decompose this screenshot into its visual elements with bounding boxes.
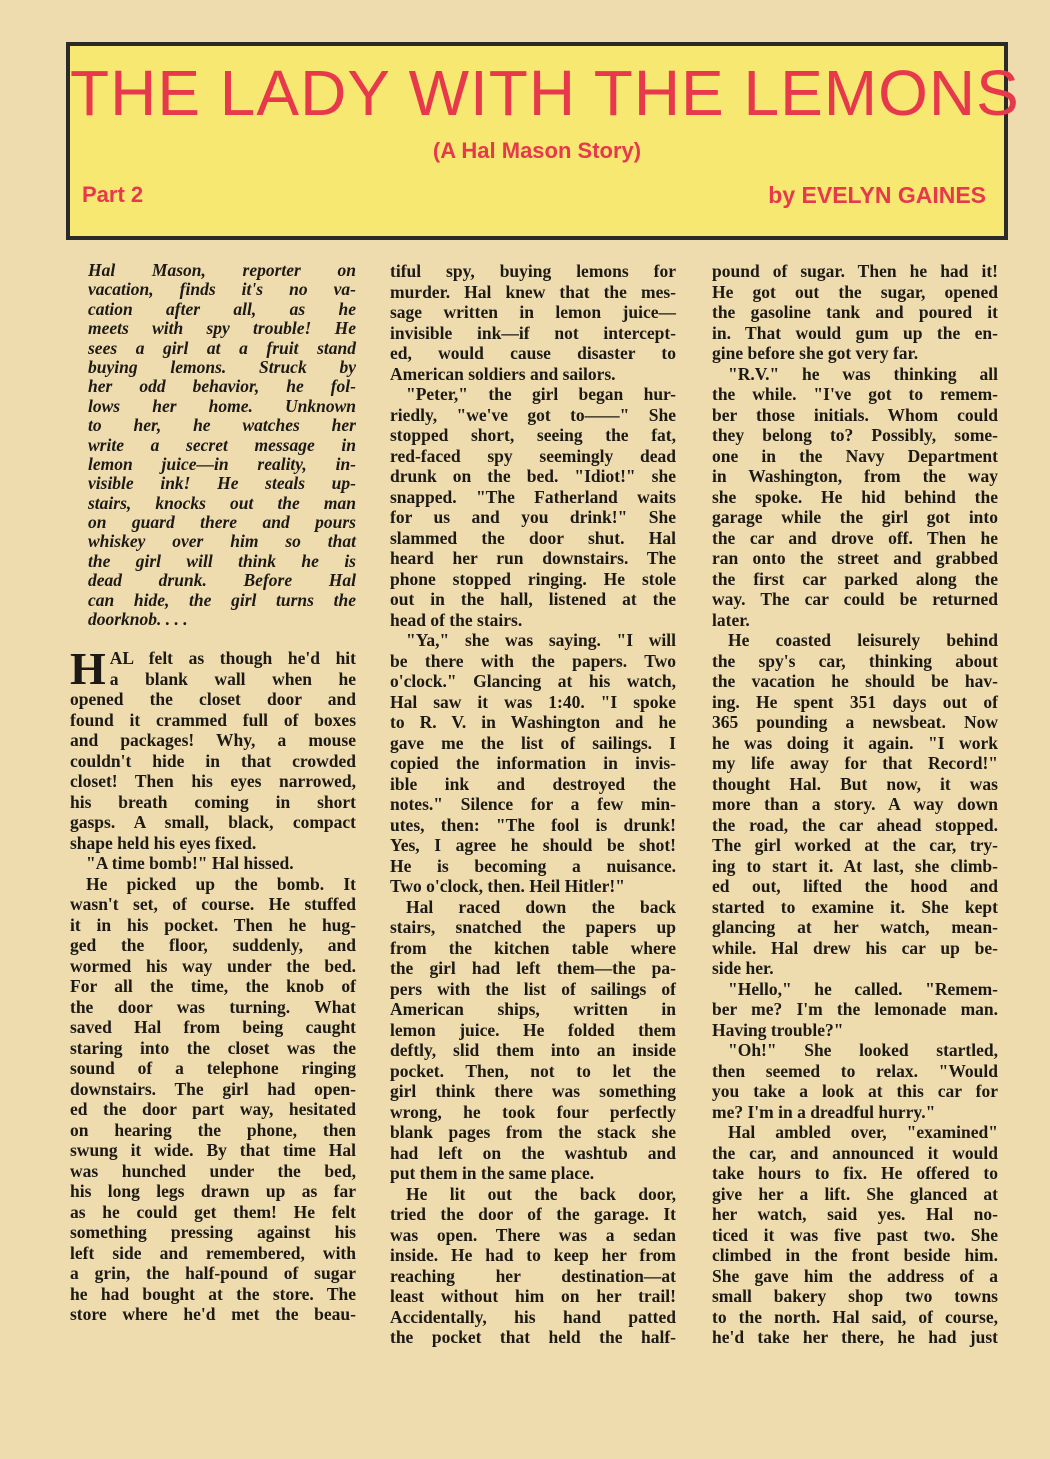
text-line: to the north. Hal said, of course, — [712, 1306, 998, 1327]
text-line: her watch, said yes. Hal no- — [712, 1204, 998, 1224]
text-line: slammed the door shut. Hal — [390, 527, 676, 548]
text-line: her odd behavior, he fol- — [88, 376, 356, 397]
text-line: snapped. "The Fatherland waits — [390, 486, 676, 507]
paragraph — [70, 874, 356, 1325]
text-line: the car, and announced it would — [712, 1142, 998, 1163]
text-line: take hours to fix. He offered to — [712, 1163, 998, 1183]
text-line: wrong, he took four perfectly — [390, 1101, 676, 1122]
author-byline: by EVELYN GAINES — [768, 182, 986, 208]
text-line: climbed in the front beside him. — [712, 1245, 998, 1265]
text-line: as he could get them! He felt — [70, 1201, 356, 1222]
text-line: Yes, I agree he should be shot! — [390, 835, 676, 855]
text-line: ber me? I'm the lemonade man. — [712, 999, 998, 1019]
text-line: lows her home. Unknown — [88, 395, 356, 416]
text-line: cation after all, as he — [88, 298, 356, 319]
paragraph — [712, 630, 998, 979]
text-line: small bakery shop two towns — [712, 1286, 998, 1306]
text-line: be there with the papers. Two — [390, 650, 676, 671]
text-line: to R. V. in Washington and he — [390, 712, 676, 732]
text-line: the while. "I've got to remem- — [712, 384, 998, 404]
text-line: Two o'clock, then. Heil Hitler!" — [390, 876, 625, 896]
text-line: buying lemons. Struck by — [88, 356, 356, 377]
text-line: murder. Hal knew that the mes- — [390, 281, 676, 302]
text-line: ed, would cause disaster to — [390, 343, 676, 363]
text-line: downstairs. The girl had open- — [70, 1078, 356, 1099]
text-line: notes." Silence for a few min- — [390, 794, 676, 814]
text-line: wasn't set, of course. He stuffed — [70, 894, 356, 915]
text-line: utes, then: "The fool is drunk! — [390, 814, 676, 835]
paragraph — [712, 979, 998, 1041]
paragraph — [390, 261, 676, 384]
text-line: the car and drove off. Then he — [712, 527, 998, 548]
text-line: vacation, finds it's no va- — [88, 279, 356, 300]
text-line: it in his pocket. Then he hug- — [70, 914, 356, 935]
text-line: American soldiers and sailors. — [390, 363, 616, 384]
text-line: blank pages from the stack she — [390, 1122, 676, 1142]
text-line: ible ink and destroyed the — [390, 773, 676, 794]
text-line: the girl had left them—the pa- — [390, 958, 676, 978]
text-line: She gave him the address of a — [712, 1265, 998, 1286]
text-line: the spy's car, thinking about — [712, 650, 998, 671]
text-line: He coasted leisurely behind — [728, 630, 998, 650]
text-line: out in the hall, listened at the — [390, 589, 676, 609]
text-line: Hal raced down the back — [406, 896, 676, 917]
text-line: sees a girl at a fruit stand — [88, 337, 356, 358]
text-line: ran onto the street and grabbed — [712, 548, 998, 568]
text-column-2 — [390, 261, 676, 1348]
text-line: girl think there was something — [390, 1081, 676, 1101]
text-line: one in the Navy Department — [712, 445, 998, 466]
text-line: He got out the sugar, opened — [712, 281, 998, 302]
text-line: later. — [712, 609, 750, 630]
text-line: 365 pounding a newsbeat. Now — [712, 712, 998, 732]
text-line: "Hello," he called. "Remem- — [728, 978, 998, 999]
text-line: American ships, written in — [390, 999, 676, 1019]
text-line: ed the door part way, hesitated — [70, 1099, 356, 1120]
paragraph — [712, 1040, 998, 1122]
text-line: in Washington, from the way — [712, 466, 998, 486]
text-line: gasps. A small, black, compact — [70, 812, 356, 833]
text-line: in. That would gum up the en- — [712, 322, 998, 343]
text-line: the girl will think he is — [88, 550, 356, 571]
text-line: from the kitchen table where — [390, 937, 676, 958]
text-line: ing to start it. At last, she climb- — [712, 855, 998, 876]
text-line: Hal ambled over, "examined" — [728, 1122, 998, 1142]
text-line: stopped short, seeing the fat, — [390, 425, 676, 445]
title-banner — [66, 42, 1020, 240]
text-line: gine before she got very far. — [712, 343, 919, 363]
text-line: left side and remembered, with — [70, 1242, 356, 1263]
text-line: me? I'm in a dreadful hurry." — [712, 1101, 936, 1122]
text-line: lemon juice. He folded them — [390, 1019, 676, 1040]
text-line: they belong to? Possibly, some- — [712, 425, 998, 445]
text-line: He lit out the back door, — [406, 1183, 676, 1204]
text-line: wormed his way under the bed. — [70, 955, 356, 976]
story-subtitle: (A Hal Mason Story) — [432, 138, 642, 163]
text-line: closet! Then his eyes narrowed, — [70, 771, 356, 792]
text-line: he was doing it again. "I work — [712, 732, 998, 753]
text-line: AL felt as though he'd hit — [109, 648, 356, 669]
text-line: tried the door of the garage. It — [390, 1204, 676, 1224]
text-line: Having trouble?" — [712, 1019, 844, 1040]
drop-cap: H — [70, 643, 106, 695]
text-line: copied the information in invis- — [390, 753, 676, 773]
text-line: Hal Mason, reporter on — [88, 260, 356, 280]
text-line: the gasoline tank and poured it — [712, 302, 998, 322]
text-line: while. Hal drew his car up be- — [712, 937, 998, 958]
text-line: "R.V." he was thinking all — [728, 363, 998, 384]
text-line: you take a look at this car for — [712, 1081, 998, 1101]
text-line: swung it wide. By that time Hal — [70, 1140, 356, 1161]
text-line: was open. There was a sedan — [390, 1224, 676, 1245]
text-line: sound of a telephone ringing — [70, 1058, 356, 1079]
text-line: Accidentally, his hand patted — [390, 1306, 676, 1327]
text-line: saved Hal from being caught — [70, 1017, 356, 1038]
text-line: deftly, slid them into an inside — [390, 1040, 676, 1060]
text-line: "A time bomb!" Hal hissed. — [86, 853, 294, 874]
text-line: "Oh!" She looked startled, — [728, 1040, 998, 1060]
text-line: staring into the closet was the — [70, 1037, 356, 1058]
paragraph — [712, 364, 998, 631]
text-line: store where he'd met the beau- — [70, 1304, 356, 1325]
text-line: he'd take her there, he had just — [712, 1327, 998, 1347]
text-line: couldn't hide in that crowded — [70, 750, 356, 771]
text-line: way. The car could be returned — [712, 589, 998, 609]
text-line: red-faced spy seemingly dead — [390, 445, 676, 466]
text-line: ticed it was five past two. She — [712, 1224, 998, 1245]
text-line: reaching her destination—at — [390, 1265, 676, 1286]
text-line: put them in the same place. — [390, 1163, 595, 1183]
text-line: more than a story. A way down — [712, 794, 998, 814]
text-line: can hide, the girl turns the — [88, 589, 356, 610]
text-line: the first car parked along the — [712, 568, 998, 589]
text-line: inside. He had to keep her from — [390, 1245, 676, 1265]
paragraph — [712, 1122, 998, 1348]
text-line: meets with spy trouble! He — [88, 318, 356, 339]
story-synopsis — [70, 261, 356, 629]
text-line: garage while the girl got into — [712, 507, 998, 527]
text-line: thought Hal. But now, it was — [712, 773, 998, 794]
text-line: pers with the list of sailings of — [390, 978, 676, 999]
text-line: something pressing against his — [70, 1222, 356, 1243]
paragraph — [390, 384, 676, 630]
text-line: his breath coming in short — [70, 791, 356, 812]
text-line: give her a lift. She glanced at — [712, 1183, 998, 1204]
text-line: stairs, snatched the papers up — [390, 917, 676, 937]
paragraph — [390, 630, 676, 897]
text-line: the pocket that held the half- — [390, 1327, 676, 1347]
text-line: He is becoming a nuisance. — [390, 855, 676, 876]
text-line: Hal saw it was 1:40. "I spoke — [390, 691, 676, 712]
text-line: ber those initials. Whom could — [712, 404, 998, 425]
text-line: sage written in lemon juice— — [390, 302, 676, 322]
text-line: shape held his eyes fixed. — [70, 832, 257, 853]
text-line: had left on the washtub and — [390, 1142, 676, 1163]
text-line: the road, the car ahead stopped. — [712, 814, 998, 835]
text-line: for us and you drink!" She — [390, 507, 676, 527]
text-line: o'clock." Glancing at his watch, — [390, 671, 676, 691]
text-line: to her, he watches her — [88, 415, 356, 436]
text-line: stairs, knocks out the man — [88, 492, 356, 513]
paragraph — [70, 853, 356, 874]
text-line: the door was turning. What — [70, 996, 356, 1017]
text-line: For all the time, the knob of — [70, 976, 356, 997]
text-line: a blank wall when he — [109, 668, 356, 689]
text-line: found it crammed full of boxes — [70, 709, 356, 730]
paragraph — [390, 1184, 676, 1348]
text-line: then seemed to relax. "Would — [712, 1060, 998, 1081]
part-number: Part 2 — [82, 182, 144, 207]
text-column-1 — [70, 261, 356, 1325]
text-line: my life away for that Record!" — [712, 753, 998, 773]
text-line: started to examine it. She kept — [712, 896, 998, 917]
text-line: least without him on her trail! — [390, 1286, 676, 1306]
text-line: write a secret message in — [88, 434, 356, 455]
text-line: and packages! Why, a mouse — [70, 730, 356, 751]
text-line: "Ya," she was saying. "I will — [406, 630, 676, 650]
text-line: on hearing the phone, then — [70, 1119, 356, 1140]
text-line: tiful spy, buying lemons for — [390, 261, 676, 281]
story-title: THE LADY WITH THE LEMONS — [70, 57, 1020, 129]
paragraph — [390, 897, 676, 1184]
text-line: ged the floor, suddenly, and — [70, 935, 356, 956]
text-line: ing. He spent 351 days out of — [712, 691, 998, 712]
text-line: pocket. Then, not to let the — [390, 1060, 676, 1081]
text-column-3 — [712, 261, 998, 1348]
text-line: He picked up the bomb. It — [86, 873, 356, 894]
text-line: visible ink! He steals up- — [88, 473, 356, 494]
text-line: phone stopped ringing. He stole — [390, 568, 676, 589]
text-line: side her. — [712, 958, 774, 978]
text-line: was hunched under the bed, — [70, 1160, 356, 1181]
text-line: head of the stairs. — [390, 609, 523, 630]
text-line: the vacation he should be hav- — [712, 671, 998, 691]
text-line: she spoke. He hid behind the — [712, 486, 998, 507]
text-line: glancing at her watch, mean- — [712, 917, 998, 937]
text-line: The girl worked at the car, try- — [712, 835, 998, 855]
text-line: heard her run downstairs. The — [390, 548, 676, 568]
text-line: he had bought at the store. The — [70, 1283, 356, 1304]
paragraph — [70, 643, 356, 853]
text-line: lemon juice—in reality, in- — [88, 453, 356, 474]
paragraph — [712, 261, 998, 364]
text-line: his long legs drawn up as far — [70, 1181, 356, 1202]
text-line: gave me the list of sailings. I — [390, 732, 676, 753]
text-line: ed out, lifted the hood and — [712, 876, 998, 896]
text-line: a grin, the half-pound of sugar — [70, 1263, 356, 1284]
text-line: invisible ink—if not intercept- — [390, 322, 676, 343]
text-line: doorknob. . . . — [88, 609, 188, 630]
text-line: "Peter," the girl began hur- — [406, 384, 676, 404]
text-line: dead drunk. Before Hal — [88, 570, 356, 591]
text-line: on guard there and pours — [88, 512, 356, 533]
text-line: pound of sugar. Then he had it! — [712, 261, 998, 281]
text-line: opened the closet door and — [70, 689, 356, 710]
text-line: whiskey over him so that — [88, 531, 356, 552]
text-line: drunk on the bed. "Idiot!" she — [390, 466, 676, 486]
text-line: riedly, "we've got to——" She — [390, 404, 676, 425]
